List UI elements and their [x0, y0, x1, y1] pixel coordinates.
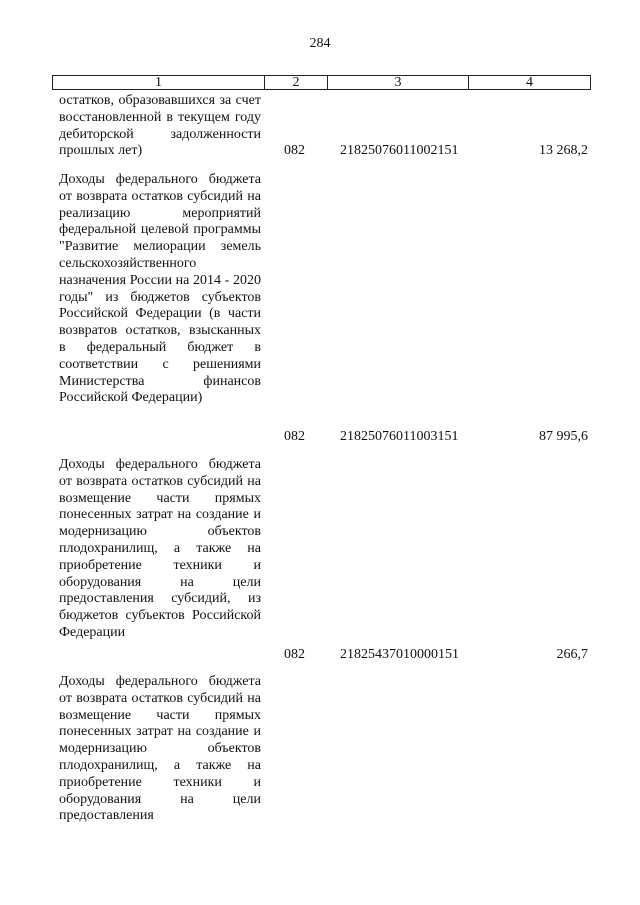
- row-amount: 13 268,2: [539, 143, 588, 158]
- row-bk-code: 21825076011002151: [340, 143, 459, 158]
- column-header-2: 2: [265, 76, 328, 89]
- row-amount: 87 995,6: [539, 429, 588, 444]
- row-admin-code: 082: [284, 143, 305, 158]
- row-amount: 266,7: [556, 647, 588, 662]
- row-bk-code: 21825076011003151: [340, 429, 459, 444]
- column-header-4: 4: [526, 75, 533, 90]
- row-description: Доходы федерального бюджета от возврата остатков субсидий на реализацию мероприятий федеральной целевой программы "Развитие мелиорации земель сельскохозяйственного назначения России на 2014 - 2020 годы" из бюджетов субъектов Российской Федерации (в части возвратов остатков, взысканных в федеральный бюджет в соответствии с решениями Министерства финансов Российской Федерации): [59, 172, 261, 406]
- row-admin-code: 082: [284, 647, 305, 662]
- table-header: [52, 75, 591, 90]
- page-number: 284: [309, 36, 331, 51]
- row-description: Доходы федерального бюджета от возврата остатков субсидий на возмещение части прямых понесенных затрат на создание и модернизацию объектов плодохранилищ, а также на приобретение техники и оборудования на цели предоставления субсидий, из бюджетов субъектов Российской Федерации: [59, 457, 261, 640]
- row-description: остатков, образовавшихся за счет восстановленной в текущем году дебиторской задолженности прошлых лет): [59, 93, 261, 159]
- row-description: Доходы федерального бюджета от возврата остатков субсидий на возмещение части прямых понесенных затрат на создание и модернизацию объектов плодохранилищ, а также на приобретение техники и оборудования на цели предоставления: [59, 674, 261, 824]
- column-header-1: 1: [53, 76, 265, 89]
- row-bk-code: 21825437010000151: [340, 647, 459, 662]
- column-header-3: 3: [328, 76, 469, 89]
- row-admin-code: 082: [284, 429, 305, 444]
